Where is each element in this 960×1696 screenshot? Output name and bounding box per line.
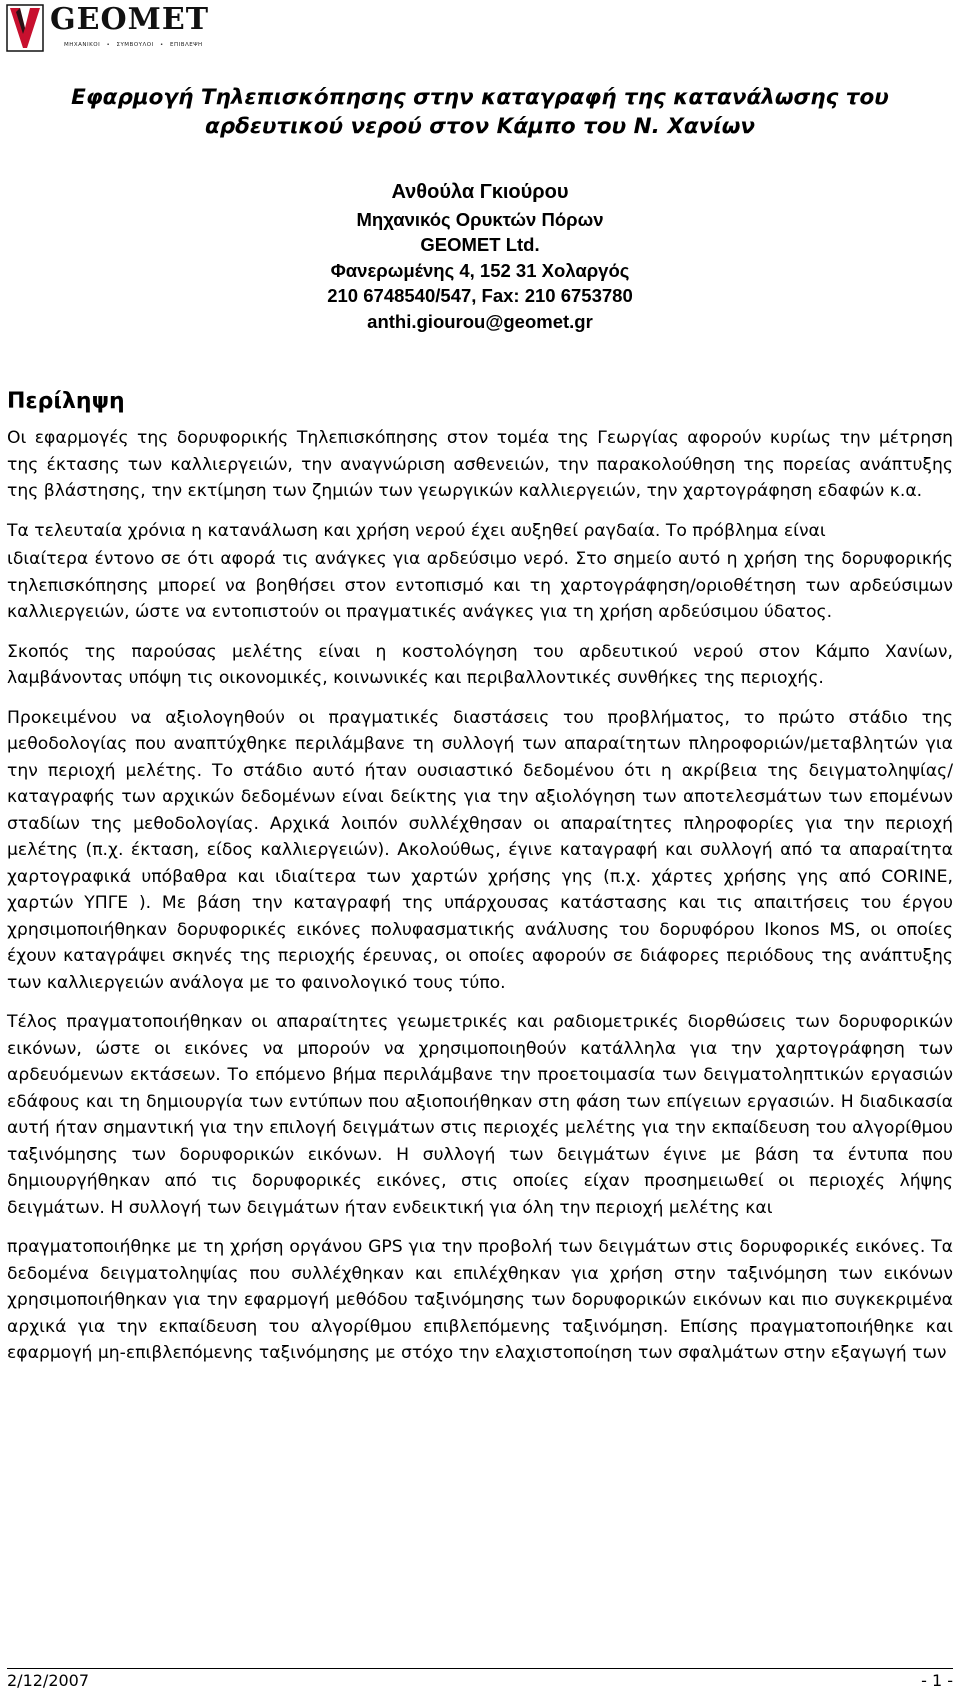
body-paragraph: Προκειμένου να αξιολογηθούν οι πραγματικές διαστάσεις του προβλήματος, το πρώτο στάδιο της μεθοδολογίας που αναπτύχθηκε περιλάμβανε τη συλλογή των απαραίτητων πληροφοριών/μεταβλητών για την περιοχή μελέτης. Το στάδιο αυτό ήταν ουσιαστικό δεδομένου ότι η ακρίβεια της δειγματοληψίας/καταγραφής των αρχικών δεδομένων είναι δείκτης για την αξιολόγηση των αποτελεσμάτων των επομένων σταδίων της μεθοδολογίας. Αρχικά λοιπόν συλλέχθησαν οι απαραίτητες πληροφορίες για την περιοχή μελέτης (π.χ. έκταση, είδος καλλιεργειών). Ακολούθως, έγινε καταγραφή και συλλογή από τα απαραίτητα χαρτογραφικά υπόβαθρα και ιδιαίτερα των χαρτών χρήσης γης (π.χ. χάρτες χρήσης γης από CORINE, χαρτών ΥΠΓΕ ). Με βάση την καταγραφή της υπάρχουσας κατάστασης και τις απαιτήσεις του έργου χρησιμοποιήθηκαν δορυφορικές εικόνες πολυφασματικής ανάλυσης του δορυφόρου Ikonos MS, οι οποίες έχουν καταγράψει σκηνές της περιοχής έρευνας, οι οποίες αφορούν σε διάφορες περιόδους της ανάπτυξης των καλλιεργειών ανάλογα με το φαινολογικό τους τύπο.: [7, 707, 953, 993]
paper-title-line: αρδευτικού νερού στον Κάμπο του Ν. Χανίων: [204, 114, 756, 139]
tagline-part: ΣΥΜΒΟΥΛΟΙ: [116, 42, 154, 48]
paper-title: [0, 83, 960, 141]
body-paragraph: ιδιαίτερα έντονο σε ότι αφορά τις ανάγκες για αρδεύσιμο νερό. Στο σημείο αυτό η χρήση της δορυφορικής τηλεπισκόπησης μπορεί να βοηθήσει στον εντοπισμό και τη χαρτογράφηση/οριοθέτηση των αρδεύσιμων καλλιεργειών, ώστε να εντοπιστούν οι πραγματικές ανάγκες για τη χρήση αρδεύσιμου ύδατος.: [7, 549, 953, 622]
tagline-part: ΕΠΙΒΛΕΨΗ: [169, 42, 203, 48]
tagline-separator: •: [106, 42, 111, 48]
author-name: Ανθούλα Γκιούρου: [391, 181, 569, 203]
author-block: [0, 180, 960, 334]
author-email[interactable]: anthi.giourou@geomet.gr: [367, 310, 593, 332]
body-paragraph: πραγματοποιήθηκε με τη χρήση οργάνου GPS για την προβολή των δειγμάτων στις δορυφορικές εικόνες. Τα δεδομένα δειγματοληψίας που συλλέχθηκαν και επιλέχθηκαν για χρήση στην ταξινόμηση των εικόνων χρησιμοποιήθηκαν για την εφαρμογή μεθόδου ταξινόμησης των δορυφορικών εικόνων και πιο συγκεκριμένα αρχικά για την εκπαίδευση του αλγορίθμου επιβλεπόμενης ταξινόμηση. Επίσης πραγματοποιήθηκε και εφαρμογή μη-επιβλεπόμενης ταξινόμησης με στόχο την ελαχιστοποίηση των σφαλμάτων στην εξαγωγή των: [7, 1237, 953, 1363]
section-heading: Περίληψη: [7, 389, 125, 414]
abstract-body: [7, 425, 953, 1380]
author-phone: 210 6748540/547, Fax: 210 6753780: [327, 285, 633, 306]
tagline-separator: •: [159, 42, 164, 48]
tagline-part: ΜΗΧΑΝΙΚΟΙ: [64, 42, 101, 48]
footer-date: 2/12/2007: [7, 1671, 90, 1690]
geomet-logo: [6, 4, 211, 54]
body-paragraph: Τα τελευταία χρόνια η κατανάλωση και χρήση νερού έχει αυξηθεί ραγδαία. Το πρόβλημα είναι: [7, 520, 826, 541]
geomet-wordmark: GEOMET: [50, 2, 210, 37]
footer-page-number: - 1 -: [921, 1671, 953, 1690]
footer-divider: [7, 1668, 953, 1669]
geomet-tagline: [64, 42, 207, 48]
body-paragraph: Οι εφαρμογές της δορυφορικής Τηλεπισκόπησης στον τομέα της Γεωργίας αφορούν κυρίως την μέτρηση της έκτασης των καλλιεργειών, την αναγνώριση ασθενειών, την παρακολούθηση της πορείας ανάπτυξης της βλάστησης, την εκτίμηση των ζημιών των γεωργικών καλλιεργειών, την χαρτογράφηση εδαφών κ.α.: [7, 428, 953, 501]
author-company: GEOMET Ltd.: [420, 234, 540, 255]
paper-title-line: Εφαρμογή Τηλεπισκόπησης στην καταγραφή της κατανάλωσης του: [71, 85, 889, 110]
geomet-logo-mark-icon: [6, 4, 44, 52]
author-role: Μηχανικός Ορυκτών Πόρων: [356, 208, 604, 230]
body-paragraph: Σκοπός της παρούσας μελέτης είναι η κοστολόγηση του αρδευτικού νερού στον Κάμπο Χανίων, λαμβάνοντας υπόψη τις οικονομικές, κοινωνικές και περιβαλλοντικές συνθήκες της περιοχής.: [7, 641, 953, 688]
body-paragraph: Τέλος πραγματοποιήθηκαν οι απαραίτητες γεωμετρικές και ραδιομετρικές διορθώσεις των δορυφορικών εικόνων, ώστε οι εικόνες να μπορούν να χρησιμοποιηθούν κατάλληλα για την χαρτογράφηση των αρδευόμενων εκτάσεων. Το επόμενο βήμα περιλάμβανε την προετοιμασία των δειγματοληπτικών εργασιών εδάφους και τη δημιουργία των εντύπων που αξιοποιήθηκαν στη φάση των επίγειων εργασιών. Η διαδικασία αυτή ήταν σημαντική για την επιλογή δειγμάτων στις περιοχές μελέτης για την εκπαίδευση του αλγορίθμου ταξινόμησης των δορυφορικών εικόνων. Η συλλογή των δειγμάτων έγινε με βάση τα έντυπα που δημιουργήθηκαν από τις δορυφορικές εικόνες, στις οποίες είχαν προσημειωθεί οι περιοχές λήψης δειγμάτων. Η συλλογή των δειγμάτων ήταν ενδεικτική για όλη την περιοχή μελέτης και: [7, 1012, 953, 1218]
author-address: Φανερωμένης 4, 152 31 Χολαργός: [330, 259, 630, 281]
